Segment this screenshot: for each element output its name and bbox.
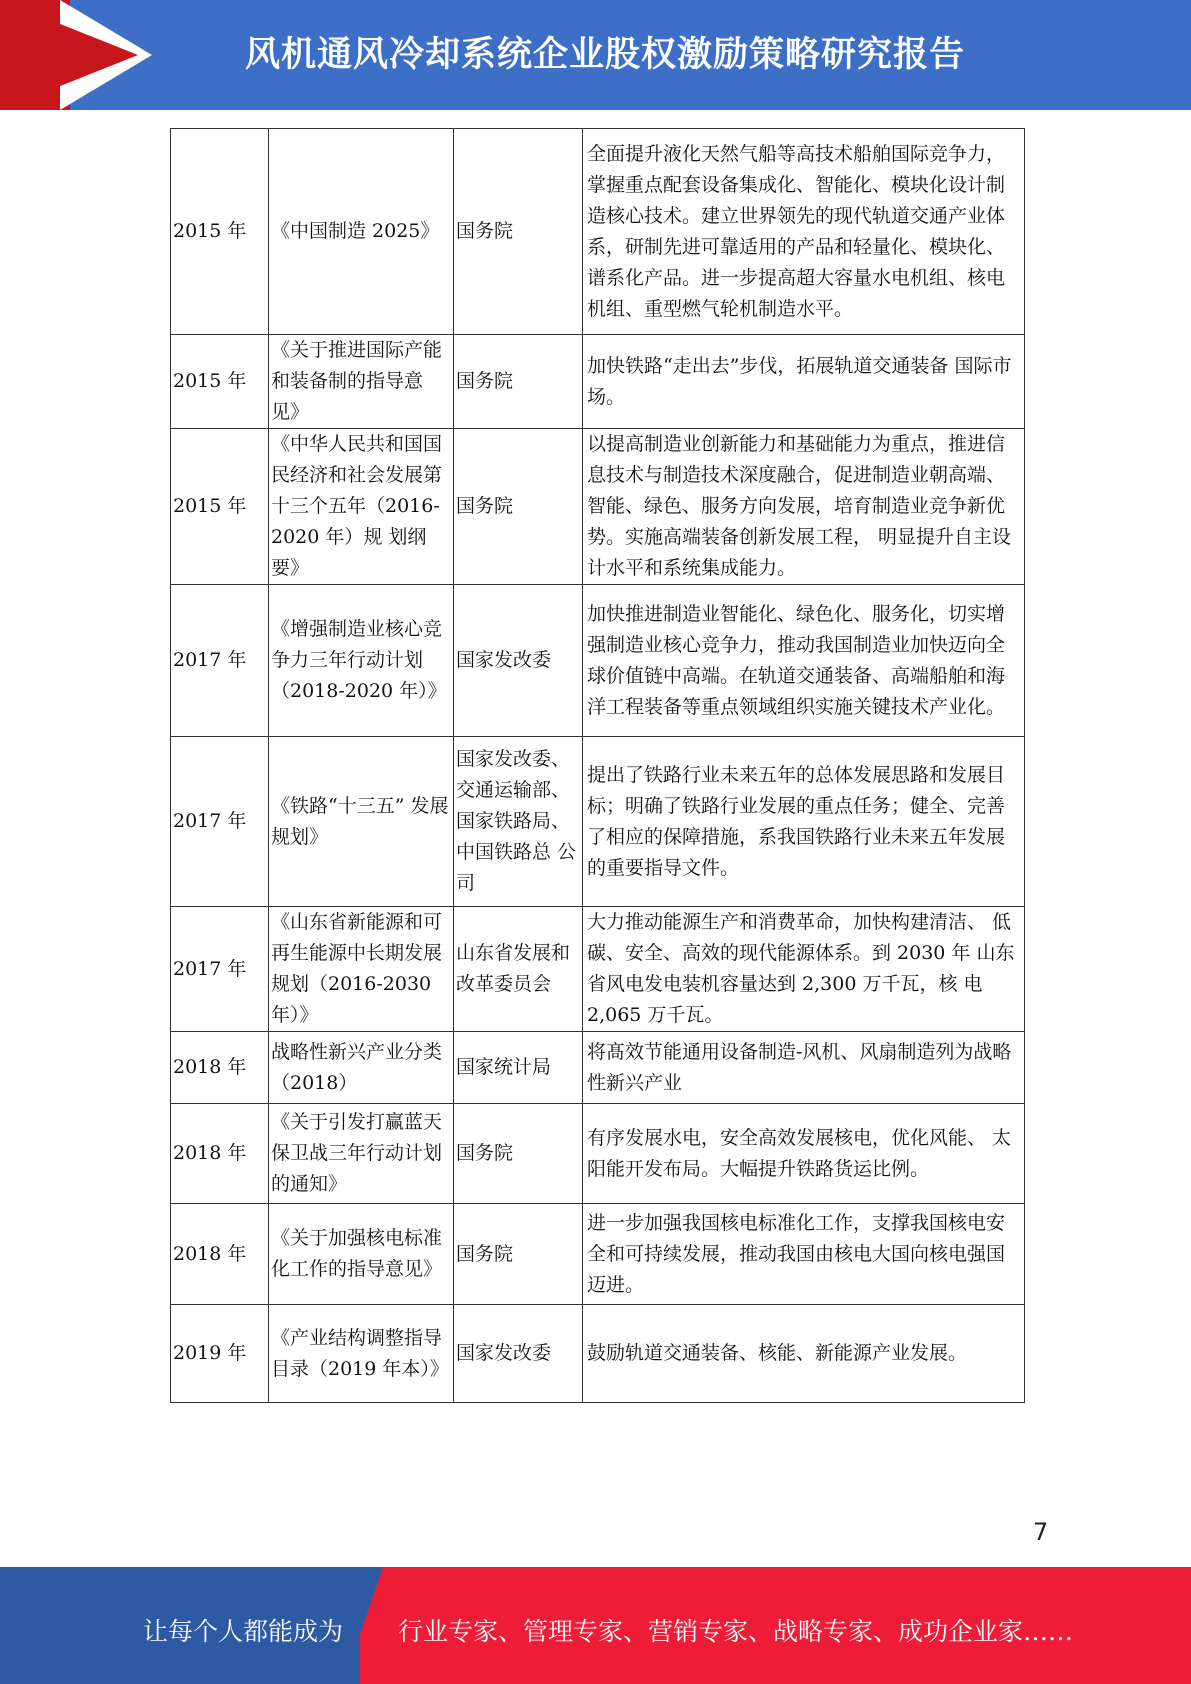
table-row (171, 907, 1025, 1032)
content-cell: 将髙效节能通用设备制造-风机、风扇制造列为战略性新兴产业 (583, 1032, 1025, 1104)
document-cell: 《山东省新能源和可再生能源中长期发展规划（2016-2030 年）》 (269, 907, 454, 1032)
year-cell: 2015 年 (171, 129, 269, 335)
content-cell: 全面提升液化天然气船等高技术船舶国际竞争力，掌握重点配套设备集成化、智能化、模块化设计制造核心技术。建立世界领先的现代轨道交通产业体系，研制先进可靠适用的产品和轻量化、模块化、谱系化产品。进一步提高超大容量水电机组、核电机组、重型燃气轮机制造水平。 (583, 129, 1025, 335)
table-row (171, 429, 1025, 585)
issuer-cell: 国家发改委 (454, 585, 583, 737)
issuer-cell: 国务院 (454, 1104, 583, 1204)
year-cell: 2015 年 (171, 335, 269, 429)
content-cell: 以提高制造业创新能力和基础能力为重点，推进信息技术与制造技术深度融合，促进制造业朝高端、智能、绿色、服务方向发展，培育制造业竞争新优势。实施高端装备创新发展工程， 明显提升自主设计水平和系统集成能力。 (583, 429, 1025, 585)
table-row (171, 1305, 1025, 1403)
document-cell: 《产业结构调整指导目录（2019 年本）》 (269, 1305, 454, 1403)
year-cell: 2015 年 (171, 429, 269, 585)
content-cell: 加快推进制造业智能化、绿色化、服务化，切实增强制造业核心竞争力，推动我国制造业加快迈向全球价值链中高端。在轨道交通装备、高端船舶和海洋工程装备等重点领域组织实施关键技术产业化。 (583, 585, 1025, 737)
document-cell: 战略性新兴产业分类（2018） (269, 1032, 454, 1104)
page-footer (0, 1567, 1191, 1684)
issuer-cell: 国家发改委、 交通运输部、 国家铁路局、 中国铁路总 公司 (454, 737, 583, 907)
issuer-cell: 山东省发展和改革委员会 (454, 907, 583, 1032)
content-cell: 大力推动能源生产和消费革命，加快构建清洁、 低碳、安全、高效的现代能源体系。到 2030 年 山东省风电发电装机容量达到 2,300 万千瓦，核 电 2,065 万千瓦。 (583, 907, 1025, 1032)
table-row (171, 1104, 1025, 1204)
content-cell: 加快铁路“走出去”步伐，拓展轨道交通装备 国际市场。 (583, 335, 1025, 429)
issuer-cell: 国家统计局 (454, 1032, 583, 1104)
year-cell: 2017 年 (171, 907, 269, 1032)
table-row (171, 737, 1025, 907)
issuer-cell: 国家发改委 (454, 1305, 583, 1403)
table-row (171, 335, 1025, 429)
year-cell: 2017 年 (171, 585, 269, 737)
issuer-cell: 国务院 (454, 429, 583, 585)
year-cell: 2017 年 (171, 737, 269, 907)
table-row (171, 129, 1025, 335)
year-cell: 2018 年 (171, 1204, 269, 1305)
document-cell: 《增强制造业核心竞争力三年行动计划（2018-2020 年）》 (269, 585, 454, 737)
header-red-arrow (0, 0, 138, 110)
document-cell: 《关于引发打赢蓝天保卫战三年行动计划的通知》 (269, 1104, 454, 1204)
document-cell: 《中华人民共和国国民经济和社会发展第十三个五年（2016-2020 年）规 划纲要》 (269, 429, 454, 585)
content-cell: 进一步加强我国核电标准化工作，支撑我国核电安全和可持续发展，推动我国由核电大国向核电强国迈进。 (583, 1204, 1025, 1305)
content-cell: 鼓励轨道交通装备、核能、新能源产业发展。 (583, 1305, 1025, 1403)
issuer-cell: 国务院 (454, 1204, 583, 1305)
report-title: 风机通风冷却系统企业股权激励策略研究报告 (245, 35, 966, 75)
document-cell: 《中国制造 2025》 (269, 129, 454, 335)
policy-table (170, 128, 1025, 1403)
page-number: 7 (1033, 1518, 1049, 1546)
issuer-cell: 国务院 (454, 335, 583, 429)
document-cell: 《铁路“十三五” 发展规划》 (269, 737, 454, 907)
table-row (171, 1032, 1025, 1104)
page-header (0, 0, 1191, 110)
table-row (171, 585, 1025, 737)
content-cell: 有序发展水电，安全高效发展核电，优化风能、 太阳能开发布局。大幅提升铁路货运比例。 (583, 1104, 1025, 1204)
document-cell: 《关于加强核电标准化工作的指导意见》 (269, 1204, 454, 1305)
year-cell: 2018 年 (171, 1104, 269, 1204)
content-cell: 提出了铁路行业未来五年的总体发展思路和发展目标；明确了铁路行业发展的重点任务；健全、完善了相应的保障措施，系我国铁路行业未来五年发展的重要指导文件。 (583, 737, 1025, 907)
year-cell: 2018 年 (171, 1032, 269, 1104)
footer-slant-decoration (343, 1567, 383, 1684)
year-cell: 2019 年 (171, 1305, 269, 1403)
document-cell: 《关于推进国际产能和装备制的指导意见》 (269, 335, 454, 429)
issuer-cell: 国务院 (454, 129, 583, 335)
table-row (171, 1204, 1025, 1305)
footer-slogan-right: 行业专家、管理专家、营销专家、战略专家、成功企业家…… (398, 1617, 1074, 1646)
footer-slogan-left: 让每个人都能成为 (143, 1617, 344, 1646)
